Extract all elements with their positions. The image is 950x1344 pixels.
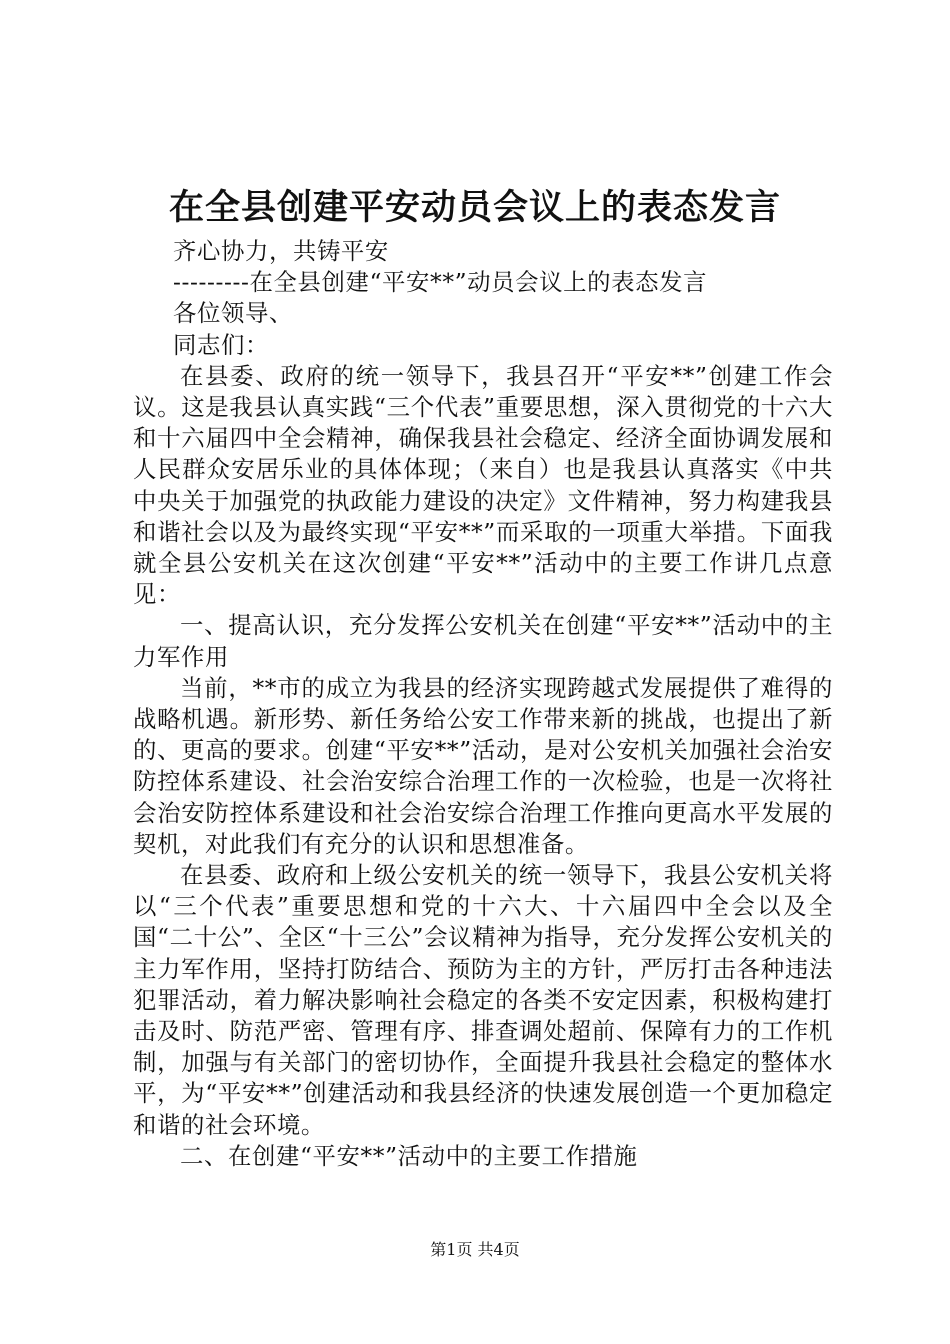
salutation-comrades: 同志们：: [173, 330, 269, 359]
salutation-leaders: 各位领导、: [173, 299, 293, 328]
section-heading-two: 二、在创建“平安**”活动中的主要工作措施: [180, 1141, 638, 1170]
document-body: [133, 236, 833, 1172]
paragraph-opening: 在县委、政府的统一领导下，我县召开“平安**”创建工作会议。这是我县认真实践“三个代表”重要思想，深入贯彻党的十六大和十六届四中全会精神，确保我县社会稳定、经济全面协调发展和人民群众安居乐业的具体体现；（来自）也是我县认真落实《中共中央关于加强党的执政能力建设的决定》文件精神，努力构建我县和谐社会以及为最终实现“平安**”而采取的一项重大举措。下面我就全县公安机关在这次创建“平安**”活动中的主要工作讲几点意见：: [133, 361, 833, 609]
subtitle-line: 齐心协力，共铸平安: [173, 237, 389, 265]
paragraph-commitment: 在县委、政府和上级公安机关的统一领导下，我县公安机关将以“三个代表”重要思想和党的十六大、十六届四中全会以及全国“二十公”、全区“十三公”会议精神为指导，充分发挥公安机关的主力军作用，坚持打防结合、预防为主的方针，严厉打击各种违法犯罪活动，着力解决影响社会稳定的各类不安定因素，积极构建打击及时、防范严密、管理有序、排查调处超前、保障有力的工作机制，加强与有关部门的密切协作，全面提升我县社会稳定的整体水平，为“平安**”创建活动和我县经济的快速发展创造一个更加稳定和谐的社会环境。: [133, 861, 833, 1139]
subheading-line: ---------在全县创建“平安**”动员会议上的表态发言: [173, 268, 708, 297]
section-heading-one: 一、提高认识，充分发挥公安机关在创建“平安**”活动中的主力军作用: [133, 611, 833, 671]
page-footer: 第1页 共4页: [430, 1240, 520, 1259]
paragraph-situation: 当前，**市的成立为我县的经济实现跨越式发展提供了难得的战略机遇。新形势、新任务给公安工作带来新的挑战，也提出了新的、更高的要求。创建“平安**”活动，是对公安机关加强社会治安防控体系建设、社会治安综合治理工作的一次检验，也是一次将社会治安防控体系建设和社会治安综合治理工作推向更高水平发展的契机，对此我们有充分的认识和思想准备。: [133, 673, 833, 858]
document-title: 在全县创建平安动员会议上的表态发言: [168, 188, 781, 228]
